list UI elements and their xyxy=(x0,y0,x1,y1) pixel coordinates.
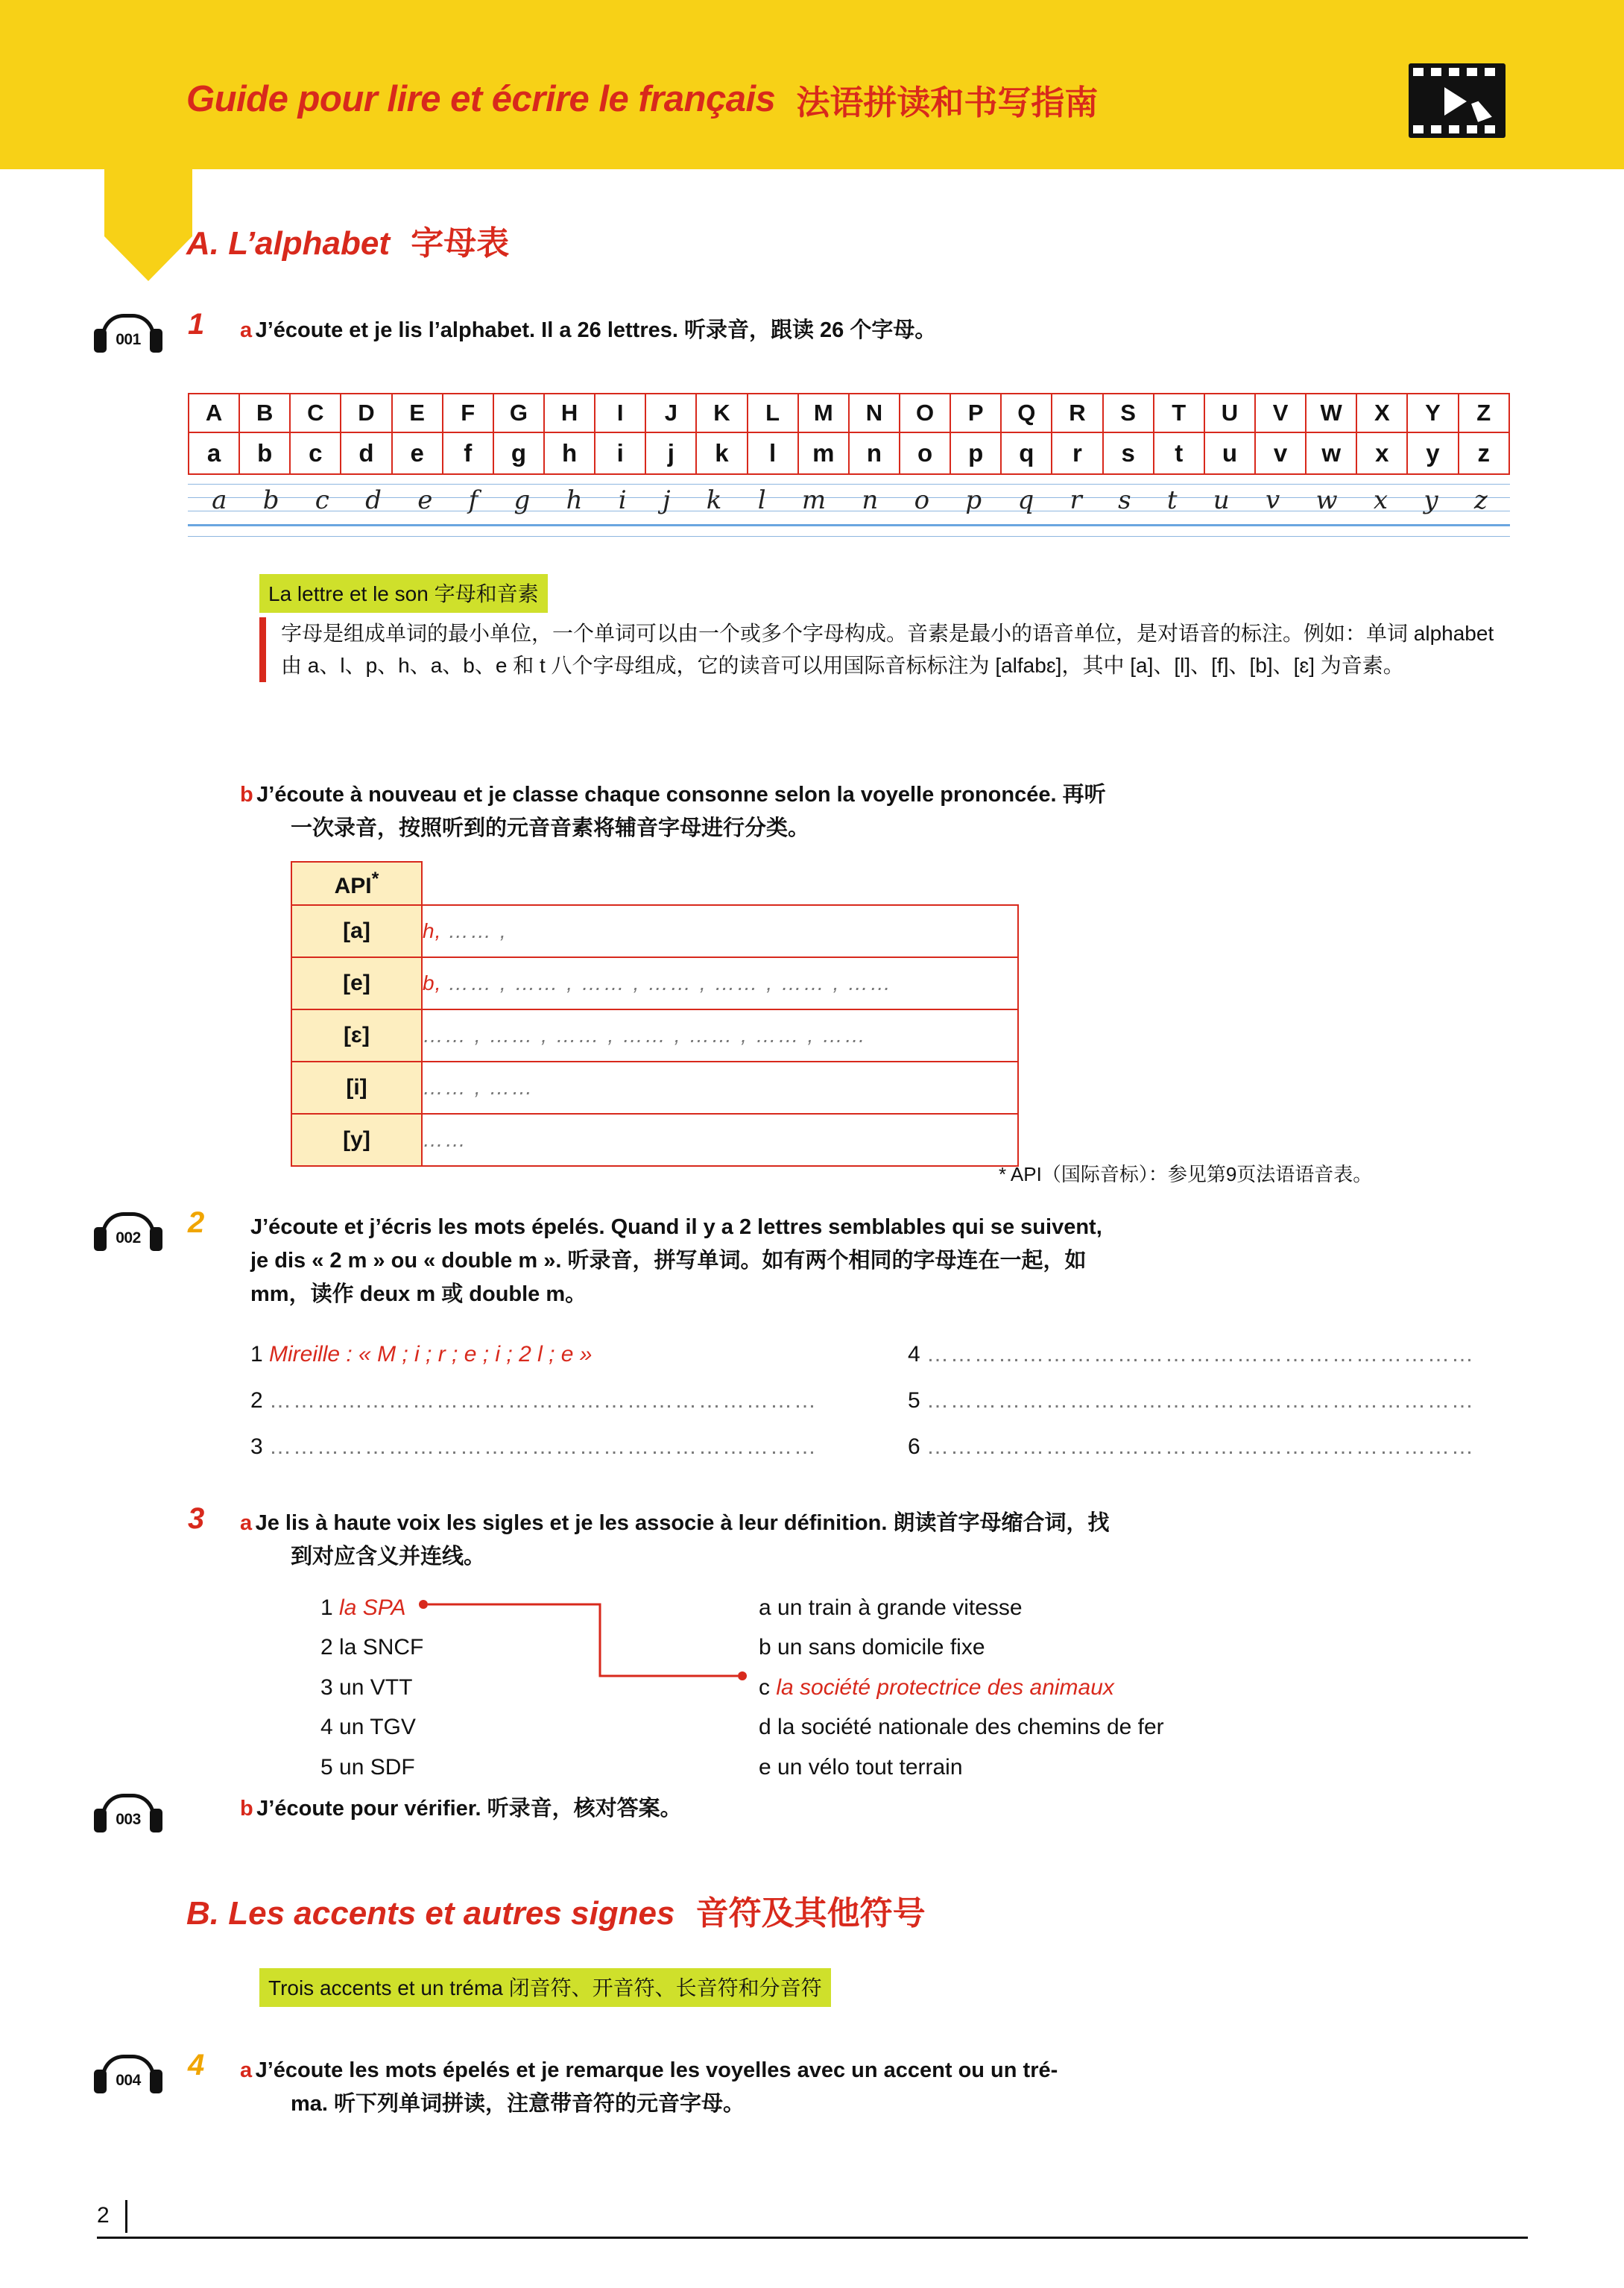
answer-number: 4 xyxy=(908,1342,920,1367)
alphabet-cell: r xyxy=(1052,432,1102,474)
cursive-letter: q xyxy=(1017,485,1034,515)
exercise-2-answer-6[interactable] xyxy=(908,1434,1475,1460)
alphabet-cell: C xyxy=(290,394,341,432)
cursive-letter: l xyxy=(757,485,766,515)
exercise-number-2: 2 xyxy=(188,1206,205,1239)
header-banner xyxy=(0,0,1624,169)
answer-number: 2 xyxy=(250,1388,263,1413)
item-number: b xyxy=(759,1635,771,1660)
alphabet-uppercase-row xyxy=(189,394,1509,432)
cursive-letter: v xyxy=(1266,485,1280,515)
alphabet-cell: M xyxy=(798,394,849,432)
section-a-title-fr: L’alphabet xyxy=(228,225,390,262)
cursive-letter: z xyxy=(1473,485,1488,515)
page-number-value: 2 xyxy=(97,2203,110,2228)
api-footnote: * API（国际音标）：参见第9页法语语音表。 xyxy=(999,1163,1373,1185)
item-label: un SDF xyxy=(339,1754,415,1780)
item-number: 4 xyxy=(320,1715,333,1740)
answer-value: Mireille : « M ; i ; r ; e ; i ; 2 l ; e » xyxy=(269,1342,593,1367)
alphabet-table xyxy=(188,393,1510,475)
api-header-cell xyxy=(291,862,422,905)
exercise-2-answer-4[interactable] xyxy=(908,1342,1475,1367)
alphabet-cell: m xyxy=(798,432,849,474)
alphabet-cell: I xyxy=(595,394,645,432)
api-header-row xyxy=(291,862,422,905)
exercise-1a-instruction xyxy=(240,315,1507,346)
exercise-3a-text-line2: 到对应含义并连线。 xyxy=(291,1545,486,1569)
cursive-letter: k xyxy=(706,485,722,515)
alphabet-cell: l xyxy=(748,432,798,474)
alphabet-cell: A xyxy=(189,394,239,432)
alphabet-cell: G xyxy=(493,394,544,432)
alphabet-cell: v xyxy=(1255,432,1306,474)
alphabet-cell: Y xyxy=(1407,394,1458,432)
answer-number: 3 xyxy=(250,1434,263,1459)
list-item[interactable] xyxy=(759,1747,1467,1787)
exercise-number-4: 4 xyxy=(188,2049,205,2081)
table-row xyxy=(291,1009,1018,1062)
item-number: 1 xyxy=(320,1595,333,1620)
exercise-4-text-line2: ma. 听下列单词拼读，注意带音符的元音字母。 xyxy=(291,2092,745,2116)
alphabet-cell: U xyxy=(1204,394,1255,432)
cursive-letter: j xyxy=(662,485,671,515)
exercise-1b-text-line1: J’écoute à nouveau et je classe chaque consonne selon la voyelle prononcée. 再听 xyxy=(256,783,1106,807)
answer-blank: …………………………………………………………… xyxy=(269,1388,818,1413)
header-title-cn: 法语拼读和书写指南 xyxy=(796,83,1099,122)
api-symbol: [y] xyxy=(291,1114,422,1166)
table-row xyxy=(291,1114,1018,1166)
item-number: c xyxy=(759,1674,770,1700)
alphabet-cell: V xyxy=(1255,394,1306,432)
audio-badge-004[interactable] xyxy=(88,2050,168,2096)
alphabet-cell: j xyxy=(645,432,696,474)
audio-badge-003[interactable] xyxy=(88,1789,168,1835)
answer-number: 6 xyxy=(908,1434,920,1459)
alphabet-cell: e xyxy=(392,432,443,474)
cursive-letter: i xyxy=(618,485,627,515)
headphone-ear-left-icon xyxy=(94,1809,107,1832)
accents-note-title-badge: Trois accents et un tréma 闭音符、开音符、长音符和分音符 xyxy=(259,1968,831,2007)
footer-divider xyxy=(97,2237,1528,2239)
alphabet-cell: O xyxy=(900,394,950,432)
note-body: 字母是组成单词的最小单位，一个单词可以由一个或多个字母构成。音素是最小的语音单位，是对语音的标注。例如：单词 alphabet 由 a、l、p、h、a、b、e 和 t 八个字母组成，它的读音可以用国际音标标注为 [alfabɛ]，其中 [a]、[l]、[f]、[b]、[ɛ] 为音素。 xyxy=(259,617,1511,682)
cursive-letter: b xyxy=(262,485,279,515)
list-item[interactable] xyxy=(759,1707,1467,1747)
cursive-practice-line xyxy=(188,481,1510,544)
cursive-letter: d xyxy=(365,485,382,515)
answer-blank: …………………………………………………………… xyxy=(269,1434,818,1459)
alphabet-cell: x xyxy=(1356,432,1407,474)
matching-connector-line xyxy=(417,1588,790,1722)
api-classification-table xyxy=(291,861,423,906)
api-answer-field[interactable]: …… , …… xyxy=(422,1062,1018,1114)
exercise-2-answer-3[interactable] xyxy=(250,1434,818,1460)
cursive-letter: o xyxy=(914,485,930,515)
item-letter-b: b xyxy=(240,1797,253,1821)
api-answer-field[interactable]: …… , …… , …… , …… , …… , …… , …… xyxy=(422,1009,1018,1062)
answer-number: 1 xyxy=(250,1342,263,1367)
api-symbol: [ɛ] xyxy=(291,1009,422,1062)
alphabet-cell: q xyxy=(1001,432,1052,474)
item-label: la société protectrice des animaux xyxy=(776,1674,1114,1700)
audio-badge-001[interactable] xyxy=(88,309,168,356)
item-letter-a: a xyxy=(240,318,253,342)
api-answer-field[interactable]: h, …… , xyxy=(422,905,1018,957)
alphabet-cell: J xyxy=(645,394,696,432)
play-triangle-icon xyxy=(1444,87,1467,116)
exercise-3-right-list xyxy=(759,1588,1467,1787)
headphone-ear-left-icon xyxy=(94,2070,107,2093)
item-label: un TGV xyxy=(339,1715,416,1740)
section-b-label: B. xyxy=(186,1895,219,1932)
exercise-2-text-line2: je dis « 2 m » ou « double m ». 听录音，拼写单词。如有两个相同的字母连在一起，如 xyxy=(250,1249,1087,1273)
cursive-letter: f xyxy=(468,485,478,515)
alphabet-cell: g xyxy=(493,432,544,474)
exercise-3a-instruction xyxy=(240,1507,1507,1539)
alphabet-cell: f xyxy=(443,432,493,474)
alphabet-cell: W xyxy=(1306,394,1356,432)
item-number: a xyxy=(759,1595,771,1620)
alphabet-cell: s xyxy=(1103,432,1154,474)
answer-blank: …………………………………………………………… xyxy=(926,1434,1476,1459)
alphabet-cell: w xyxy=(1306,432,1356,474)
cursive-letter: g xyxy=(514,485,531,515)
alphabet-cell: H xyxy=(544,394,595,432)
alphabet-cell: u xyxy=(1204,432,1255,474)
alphabet-cell: y xyxy=(1407,432,1458,474)
list-item[interactable] xyxy=(759,1627,1467,1667)
item-number: 3 xyxy=(320,1674,333,1700)
alphabet-cell: p xyxy=(950,432,1001,474)
alphabet-cell: L xyxy=(748,394,798,432)
page-number xyxy=(97,2203,110,2228)
answer-number: 5 xyxy=(908,1388,920,1413)
section-a-title-cn: 字母表 xyxy=(411,225,510,262)
exercise-1a-text: J’écoute et je lis l’alphabet. Il a 26 lettres. 听录音，跟读 26 个字母。 xyxy=(255,318,937,342)
headphone-ear-right-icon xyxy=(150,1227,162,1251)
alphabet-cell: b xyxy=(239,432,290,474)
item-number: 2 xyxy=(320,1635,333,1660)
alphabet-cell: T xyxy=(1154,394,1204,432)
section-b-title-cn: 音符及其他符号 xyxy=(695,1895,926,1932)
alphabet-cell: n xyxy=(849,432,900,474)
exercise-number-1: 1 xyxy=(188,308,205,341)
headphone-ear-right-icon xyxy=(150,329,162,353)
item-number: 5 xyxy=(320,1754,333,1780)
cursive-alphabet xyxy=(194,485,1505,515)
cursive-letter: t xyxy=(1166,485,1178,515)
section-a-label: A. xyxy=(186,225,219,262)
answer-blank: …………………………………………………………… xyxy=(926,1342,1476,1367)
cursive-letter: y xyxy=(1424,485,1438,515)
table-row xyxy=(291,905,1018,957)
exercise-3b-text: J’écoute pour vérifier. 听录音，核对答案。 xyxy=(256,1797,682,1821)
exercise-4a-instruction xyxy=(240,2055,1522,2086)
cursive-letter: w xyxy=(1315,485,1338,515)
page-number-divider xyxy=(125,2200,127,2233)
api-answer-field[interactable]: b, …… , …… , …… , …… , …… , …… , …… xyxy=(422,957,1018,1009)
item-number: d xyxy=(759,1715,771,1740)
alphabet-cell: k xyxy=(696,432,747,474)
answer-blank: …………………………………………………………… xyxy=(926,1388,1476,1413)
cursive-letter: r xyxy=(1069,485,1082,515)
header-title-group xyxy=(186,66,1528,133)
cursive-letter: c xyxy=(315,485,329,515)
item-label: la SPA xyxy=(339,1595,406,1620)
alphabet-cell: B xyxy=(239,394,290,432)
audio-track-number: 001 xyxy=(116,331,141,348)
api-symbol: [a] xyxy=(291,905,422,957)
exercise-2-answer-2[interactable] xyxy=(250,1388,818,1414)
alphabet-cell: a xyxy=(189,432,239,474)
alphabet-cell: d xyxy=(341,432,391,474)
exercise-3a-text-line1: Je lis à haute voix les sigles et je les associe à leur définition. 朗读首字母缩合词，找 xyxy=(255,1511,1110,1535)
exercise-2-text-line3: mm，读作 deux m 或 double m。 xyxy=(250,1282,587,1306)
exercise-4-text-line1: J’écoute les mots épelés et je remarque les voyelles avec un accent ou un tré- xyxy=(255,2058,1058,2082)
item-label: un VTT xyxy=(339,1674,413,1700)
exercise-2-text-line1: J’écoute et j’écris les mots épelés. Quand il y a 2 lettres semblables qui se suivent, xyxy=(250,1215,1102,1239)
alphabet-cell: D xyxy=(341,394,391,432)
cursive-letter: e xyxy=(417,485,433,515)
alphabet-cell: K xyxy=(696,394,747,432)
exercise-2-answer-5[interactable] xyxy=(908,1388,1475,1414)
cursive-letter: a xyxy=(212,485,227,515)
list-item[interactable] xyxy=(759,1668,1467,1707)
cursive-letter: n xyxy=(862,485,879,515)
cursive-letter: p xyxy=(965,485,982,515)
table-row xyxy=(291,957,1018,1009)
cursive-letter: h xyxy=(566,485,583,515)
cursive-letter: s xyxy=(1118,485,1131,515)
item-letter-a: a xyxy=(240,1511,253,1535)
api-answer-prefilled: h xyxy=(423,919,435,942)
item-label: un train à grande vitesse xyxy=(777,1595,1023,1620)
cursive-letter: m xyxy=(801,485,827,515)
headphone-ear-left-icon xyxy=(94,1227,107,1251)
api-symbol: [e] xyxy=(291,957,422,1009)
table-row xyxy=(291,1062,1018,1114)
item-label: un sans domicile fixe xyxy=(777,1635,985,1660)
alphabet-cell: E xyxy=(392,394,443,432)
left-yellow-tab xyxy=(104,169,192,281)
audio-track-number: 003 xyxy=(116,1811,141,1828)
alphabet-cell: R xyxy=(1052,394,1102,432)
section-b-heading xyxy=(186,1886,926,1934)
section-a-heading xyxy=(186,216,509,264)
header-title-fr: Guide pour lire et écrire le français xyxy=(186,79,776,119)
item-label: un vélo tout terrain xyxy=(777,1754,963,1780)
item-letter-b: b xyxy=(240,783,253,807)
alphabet-cell: N xyxy=(849,394,900,432)
section-b-title-fr: Les accents et autres signes xyxy=(228,1895,675,1932)
alphabet-cell: S xyxy=(1103,394,1154,432)
alphabet-cell: c xyxy=(290,432,341,474)
api-header-star: * xyxy=(371,868,379,889)
exercise-number-3: 3 xyxy=(188,1502,205,1535)
exercise-1b-text-line2: 一次录音，按照听到的元音音素将辅音字母进行分类。 xyxy=(291,816,810,840)
alphabet-cell: F xyxy=(443,394,493,432)
item-number: e xyxy=(759,1754,771,1780)
alphabet-cell: X xyxy=(1356,394,1407,432)
alphabet-cell: P xyxy=(950,394,1001,432)
exercise-1b-instruction xyxy=(240,779,1507,810)
alphabet-cell: o xyxy=(900,432,950,474)
alphabet-lowercase-row xyxy=(189,432,1509,474)
video-play-icon xyxy=(1409,63,1505,138)
item-label: la SNCF xyxy=(339,1635,424,1660)
headphone-ear-left-icon xyxy=(94,329,107,353)
audio-track-number: 004 xyxy=(116,2072,141,2089)
alphabet-cell: i xyxy=(595,432,645,474)
audio-badge-002[interactable] xyxy=(88,1208,168,1254)
alphabet-cell: t xyxy=(1154,432,1204,474)
list-item[interactable] xyxy=(759,1588,1467,1627)
list-item[interactable] xyxy=(320,1747,693,1787)
alphabet-cell: Q xyxy=(1001,394,1052,432)
headphone-ear-right-icon xyxy=(150,1809,162,1832)
api-header-label: API xyxy=(334,873,372,898)
api-symbol: [i] xyxy=(291,1062,422,1114)
alphabet-cell: h xyxy=(544,432,595,474)
api-rows-table xyxy=(291,904,1019,1167)
exercise-2-answer-1[interactable] xyxy=(250,1342,592,1367)
api-answer-prefilled: b xyxy=(423,971,435,995)
cursive-letter: x xyxy=(1373,485,1388,515)
exercise-3b-instruction xyxy=(240,1793,682,1824)
item-label: la société nationale des chemins de fer xyxy=(777,1715,1164,1740)
api-answer-field[interactable]: …… xyxy=(422,1114,1018,1166)
alphabet-cell: z xyxy=(1459,432,1509,474)
headphone-ear-right-icon xyxy=(150,2070,162,2093)
item-letter-a: a xyxy=(240,2058,253,2082)
note-title-badge: La lettre et le son 字母和音素 xyxy=(259,574,548,613)
cursive-letter: u xyxy=(1213,485,1230,515)
alphabet-cell: Z xyxy=(1459,394,1509,432)
audio-track-number: 002 xyxy=(116,1229,141,1247)
